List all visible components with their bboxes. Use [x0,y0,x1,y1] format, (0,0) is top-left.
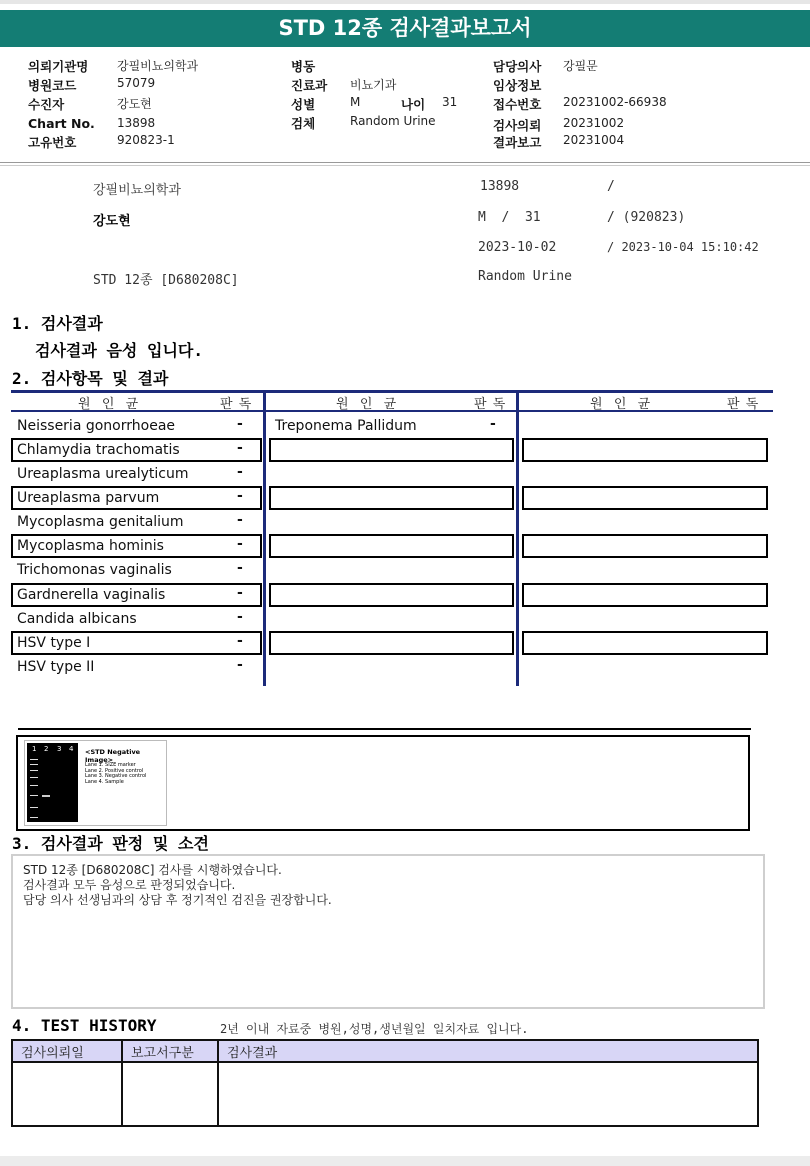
table-header: 검사결과 [218,1040,758,1062]
age-value: 31 [442,95,458,109]
header-label: 성별 [291,97,316,112]
header-label: 병동 [291,59,316,74]
opinion-box [11,854,765,1009]
row-box [522,583,768,607]
table-header: 보고서구분 [122,1040,218,1062]
table-cell [12,1062,122,1126]
age-label: 나이 [401,97,426,112]
organism-result: - [237,464,243,480]
organism-result: - [490,416,496,432]
organism-result: - [237,585,243,601]
gel-photo [27,743,78,822]
opinion-line: 검사결과 모두 음성으로 판정되었습니다. [23,878,236,892]
gel-band [30,785,38,786]
report-title: STD 12종 검사결과보고서 [0,10,810,47]
col-header-organism: 원 인 균 [78,397,140,412]
organism-result: - [237,609,243,625]
lane-label: 2 [44,745,49,753]
section-2-title: 2. 검사항목 및 결과 [12,369,169,388]
test-name: STD 12종 [D680208C] [93,273,239,288]
header-value: 강도현 [117,97,152,111]
specimen: Random Urine [478,269,572,284]
organism-name: Candida albicans [17,611,137,627]
separator: / [607,179,615,194]
chart-number: 13898 [480,179,520,194]
grid-divider [516,390,519,686]
header-label: 담당의사 [493,59,542,74]
header-label: 의뢰기관명 [28,59,89,74]
top-border [0,0,810,4]
bottom-border [0,1156,810,1166]
col-header-result: 판 독 [220,397,253,412]
gel-legend-item: Lane 3. Negative control [85,773,147,779]
table-cell [218,1062,758,1126]
organism-name: Ureaplasma parvum [17,490,160,506]
header-label: 고유번호 [28,135,77,150]
gel-band [30,777,38,778]
organism-name: Chlamydia trachomatis [17,442,180,458]
lane-label: 3 [57,745,62,753]
organism-name: Trichomonas vaginalis [17,562,172,578]
col-header-result: 판 독 [474,397,507,412]
gel-image [24,740,167,826]
table-header-row [12,1040,758,1062]
gel-band [30,770,38,771]
sex-age: M / 31 [478,210,541,225]
header-label: 수진자 [28,97,65,112]
gel-legend-item: Lane 4. Sample [85,778,124,785]
gel-legend [85,763,146,785]
section-1-title: 1. 검사결과 [12,314,103,333]
header-label: 검사의뢰 [493,118,542,133]
row-box [522,438,768,462]
header-value: 920823-1 [117,133,175,147]
header-value: 비뇨기과 [350,78,397,92]
opinion-line: 담당 의사 선생님과의 상담 후 정기적인 검진을 권장합니다. [23,893,332,907]
patient-name: 강도현 [93,214,131,229]
header-label: 임상정보 [493,78,542,93]
gel-band [42,795,50,797]
lane-label: 4 [69,745,74,753]
divider [0,165,810,166]
row-box [522,534,768,558]
section-3-title: 3. 검사결과 판정 및 소견 [12,834,209,853]
row-box [522,486,768,510]
organism-result: - [237,488,243,504]
request-date: 2023-10-02 [478,240,557,255]
gel-band [30,759,38,760]
col-header-organism: 원 인 균 [590,397,652,412]
header-label: 병원코드 [28,78,77,93]
row-box [269,438,514,462]
gel-band [30,807,38,808]
row-box [269,583,514,607]
header-value: M [350,95,361,109]
organism-result: - [237,512,243,528]
row-box [269,534,514,558]
clinic-name: 강필비뇨의학과 [93,183,181,198]
report-datetime: / 2023-10-04 15:10:42 [607,240,759,254]
gel-legend-item: Lane 1. SIZE marker [85,762,136,768]
header-value: 57079 [117,76,156,90]
header-value: 13898 [117,116,156,130]
lane-label: 1 [32,745,37,753]
header-label: Chart No. [28,116,95,131]
header-value: 20231002 [563,116,625,130]
header-label: 접수번호 [493,97,542,112]
organism-result: - [237,536,243,552]
header-label: 검체 [291,116,316,131]
gel-band [30,795,38,796]
table-cell [122,1062,218,1126]
header-value: 강필문 [563,59,598,73]
organism-name: Mycoplasma genitalium [17,514,184,530]
header-value: 강필비뇨의학과 [117,59,199,73]
row-box [269,486,514,510]
col-header-result: 판 독 [727,397,760,412]
organism-result: - [237,560,243,576]
header-label: 결과보고 [493,135,542,150]
header-value: 20231004 [563,133,625,147]
birth-date: / (920823) [607,210,686,225]
gel-title: <STD Negative Image> [85,748,141,764]
organism-name: Ureaplasma urealyticum [17,466,189,482]
gel-band [30,817,38,818]
organism-name: Mycoplasma hominis [17,538,164,554]
gel-legend-item: Lane 2. Positive control [85,767,144,774]
organism-result: - [237,633,243,649]
divider [18,728,751,730]
history-note: 2년 이내 자료중 병원,성명,생년월일 일치자료 입니다. [220,1022,529,1036]
organism-result: - [237,657,243,673]
grid-divider [263,390,266,686]
divider [0,162,810,163]
row-box [522,631,768,655]
organism-result: - [237,440,243,456]
organism-name: Treponema Pallidum [275,418,417,434]
row-box [269,631,514,655]
history-table [11,1039,759,1127]
organism-name: Gardnerella vaginalis [17,587,166,603]
opinion-line: STD 12종 [D680208C] 검사를 시행하였습니다. [23,863,282,877]
organism-name: Neisseria gonorrhoeae [17,418,176,434]
header-value: 20231002-66938 [563,95,667,109]
header-value: Random Urine [350,114,436,128]
col-header-organism: 원 인 균 [336,397,398,412]
table-row [12,1062,758,1126]
section-4-title: 4. TEST HISTORY [12,1016,157,1035]
organism-result: - [237,416,243,432]
table-header: 검사의뢰일 [12,1040,122,1062]
organism-name: HSV type I [17,635,91,651]
result-summary: 검사결과 음성 입니다. [35,341,204,360]
organism-name: HSV type II [17,659,95,675]
gel-band [30,764,38,765]
header-label: 진료과 [291,78,328,93]
